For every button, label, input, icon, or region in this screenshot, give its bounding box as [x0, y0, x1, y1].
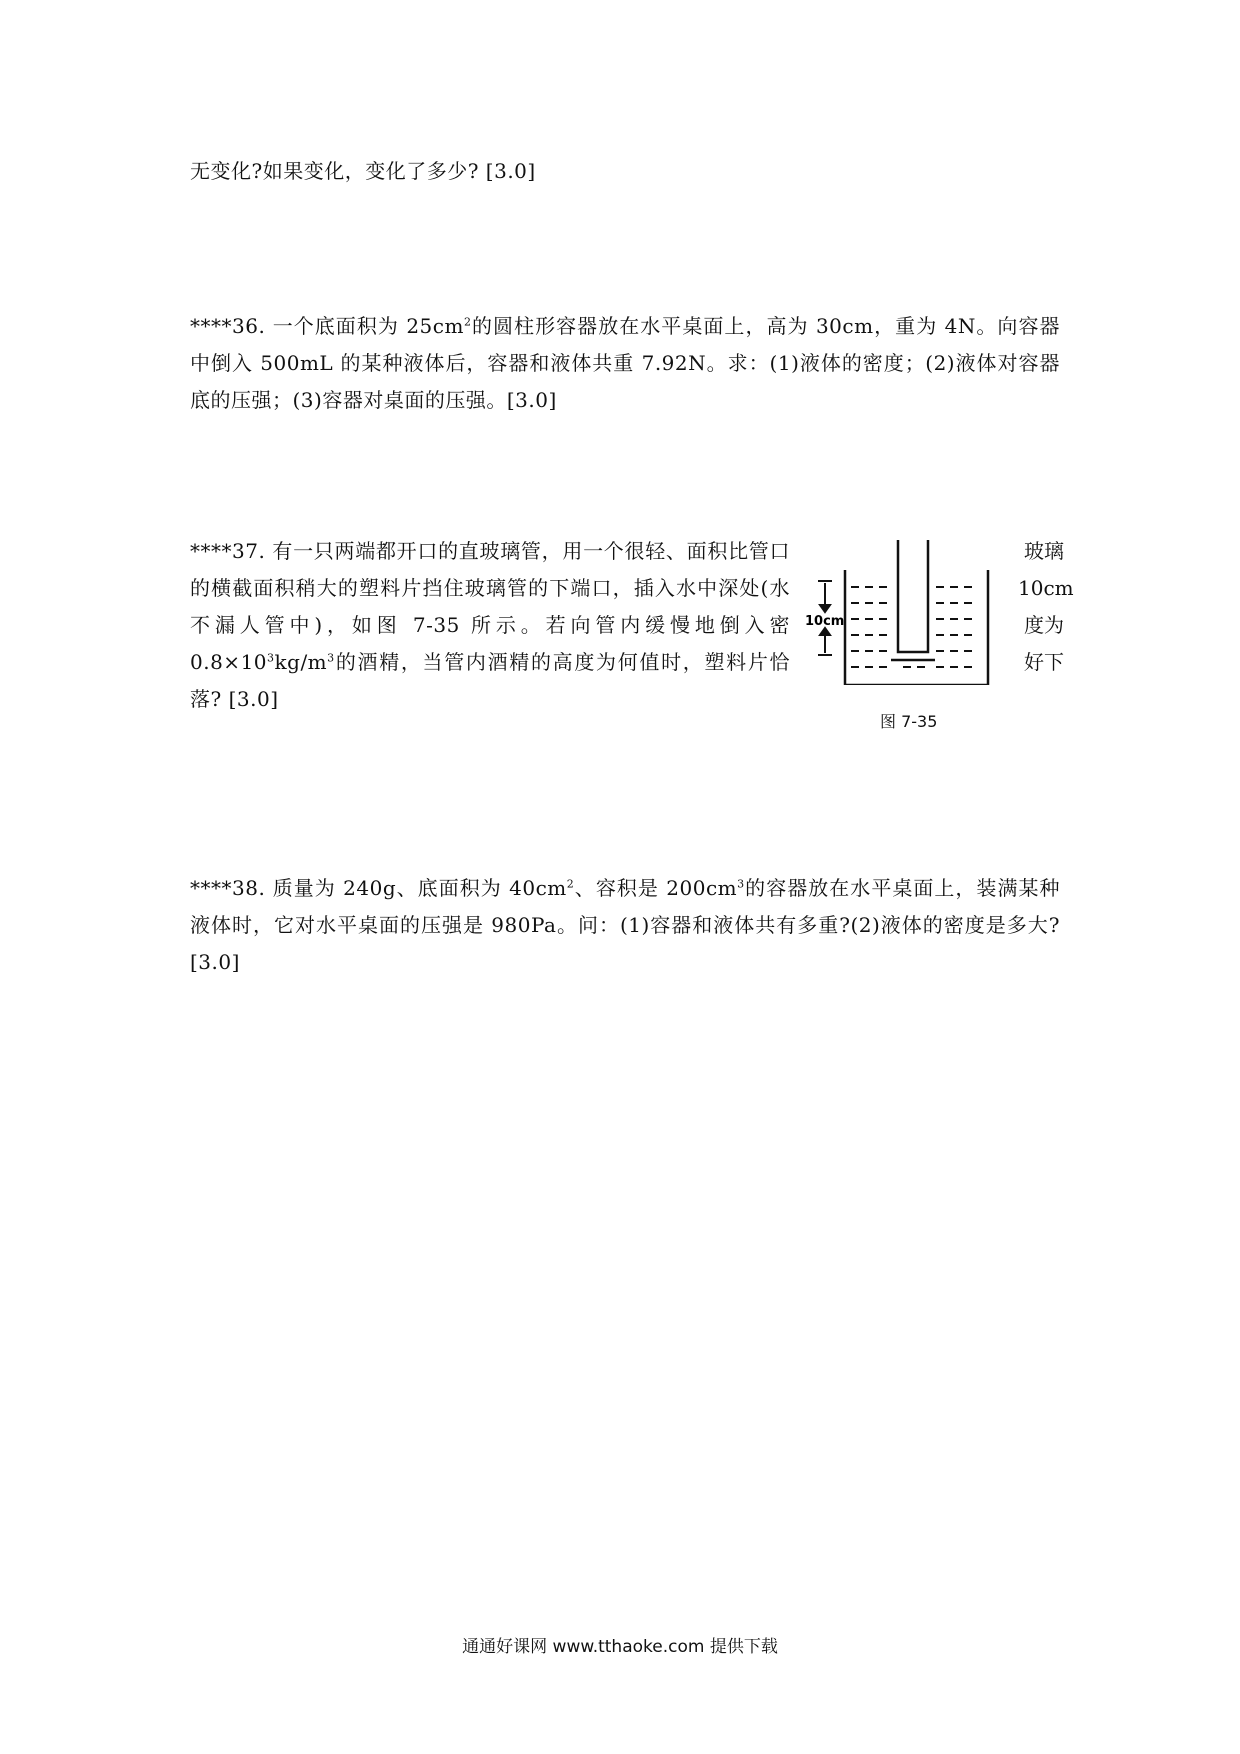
q37-text-1: ****37. 有一只两端都开口的直玻璃管，用一个很轻、面积比管口的横截面积稍大的塑料片挡住玻璃管的下端口，插入水中深处(水不漏人管中)，如图 7-35 所示。若向管内缓慢地倒入密 0.8×10 [190, 539, 790, 674]
figure-7-35 [803, 535, 993, 685]
side-word: 10cm [1018, 576, 1074, 600]
q37-text-3: 的酒精，当管内酒精的高度为何值时，塑料片恰落? [3.0] [190, 650, 790, 711]
figure-label: 10cm [805, 614, 845, 629]
continuation-text: 无变化?如果变化，变化了多少? [3.0] [190, 159, 536, 183]
q36-text-2: 的圆柱形容器放在水平桌面上，高为 30cm，重为 4N。向容器中倒入 500mL 的某种液体后，容器和液体共重 7.92N。求：(1)液体的密度；(2)液体对容器底的压强；(3)容器对桌面的压强。[3.0] [190, 314, 1060, 412]
q38-superscript-1: 2 [566, 877, 575, 891]
question-36 [190, 308, 1060, 419]
q38-text-1: ****38. 质量为 240g、底面积为 40cm [190, 876, 567, 900]
side-word: 玻璃 [1024, 539, 1064, 563]
side-word: 好下 [1024, 650, 1064, 674]
q37-text-2: kg/m [274, 650, 328, 674]
q38-text-2: 、容积是 200cm [574, 876, 738, 900]
q38-superscript-2: 3 [737, 877, 745, 891]
q37-superscript-1: 3 [267, 651, 275, 665]
q38-text-3: 的容器放在水平桌面上，装满某种液体时，它对水平桌面的压强是 980Pa。问：(1)容器和液体共有多重?(2)液体的密度是多大? [3.0] [190, 876, 1061, 974]
q37-side-words [1018, 533, 1074, 681]
water-dashes [851, 587, 972, 667]
page-footer: 通通好课网 www.tthaoke.com 提供下载 [462, 1637, 778, 1657]
figure-caption: 图 7-35 [880, 712, 938, 731]
glass-tube [898, 540, 928, 652]
q36-text-1: ****36. 一个底面积为 25cm [190, 314, 464, 338]
q36-superscript: 2 [463, 315, 472, 329]
question-37 [190, 533, 790, 718]
side-word: 度为 [1024, 613, 1064, 637]
question-38 [190, 870, 1060, 981]
q37-superscript-2: 3 [327, 651, 335, 665]
